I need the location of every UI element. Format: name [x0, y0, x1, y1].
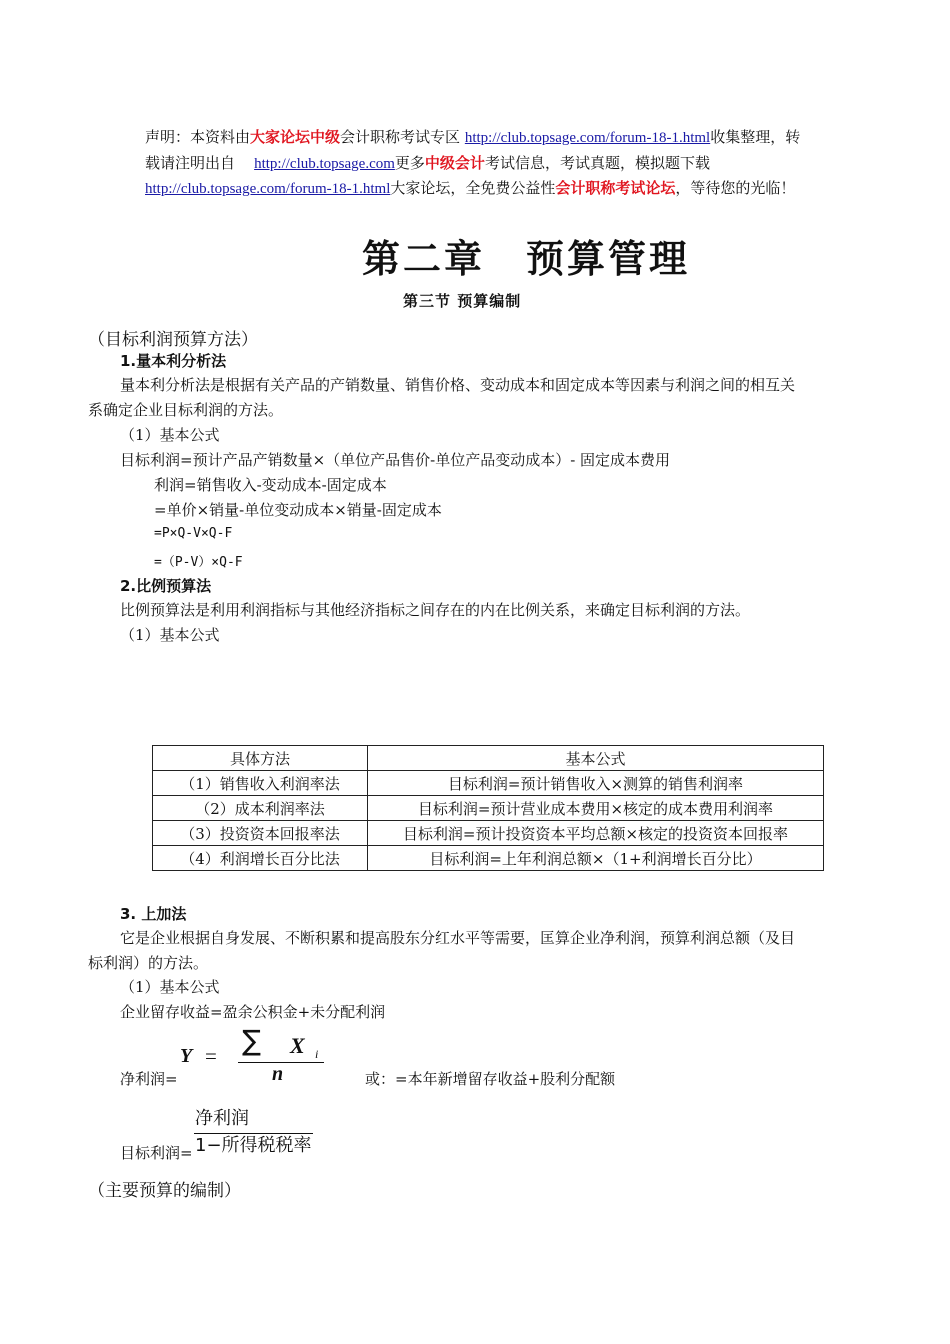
- method3-formula-1: 企业留存收益=盈余公积金+未分配利润: [120, 1003, 386, 1021]
- table-row: [153, 821, 824, 846]
- method2-desc: 比例预算法是利用利润指标与其他经济指标之间存在的内在比例关系，来确定目标利润的方法。: [120, 601, 751, 619]
- table-header-row: [153, 746, 824, 771]
- table-row: [153, 846, 824, 871]
- forum-link-1[interactable]: http://club.topsage.com/forum-18-1.html: [464, 130, 711, 146]
- method3-desc-line2: 标利润）的方法。: [88, 954, 209, 972]
- eq-sum: ∑: [242, 1024, 261, 1057]
- method3-title: 3. 上加法: [120, 905, 187, 923]
- method1-formula-2: 利润=销售收入-变动成本-固定成本: [154, 476, 387, 494]
- table-cell-method: （1）销售收入利润率法: [153, 771, 368, 796]
- eq-equals: =: [205, 1044, 217, 1068]
- method1-formula-label: （1）基本公式: [120, 426, 220, 444]
- method2-formula-label: （1）基本公式: [120, 626, 220, 644]
- frac-numerator: 净利润: [195, 1108, 249, 1129]
- brand-topsage-mid: 大家论坛中级: [250, 128, 341, 146]
- heading-target-profit: （目标利润预算方法）: [88, 330, 258, 350]
- method1-formula-4: =P×Q-V×Q-F: [154, 526, 233, 541]
- section-title: 第三节 预算编制: [403, 292, 522, 310]
- table-cell-formula: 目标利润=预计销售收入×测算的销售利润率: [368, 771, 824, 796]
- method3-formula-label: （1）基本公式: [120, 978, 220, 996]
- site-link[interactable]: http://club.topsage.com: [254, 155, 395, 172]
- frac-denominator: 1−所得税税率: [195, 1135, 312, 1156]
- table-row: [153, 771, 824, 796]
- table-header-formula: 基本公式: [368, 746, 824, 771]
- method1-desc-line1: 量本利分析法是根据有关产品的产销数量、销售价格、变动成本和固定成本等因素与利润之间的相互关: [120, 376, 796, 394]
- table-cell-formula: 目标利润=预计营业成本费用×核定的成本费用利润率: [368, 796, 824, 821]
- table-cell-method: （2）成本利润率法: [153, 796, 368, 821]
- table-row: [153, 796, 824, 821]
- method2-title: 2.比例预算法: [120, 577, 212, 595]
- table-header-method: 具体方法: [153, 746, 368, 771]
- eq-n: n: [272, 1063, 284, 1085]
- method1-desc-line2: 系确定企业目标利润的方法。: [88, 401, 284, 419]
- method1-formula-5: =（P-V）×Q-F: [154, 555, 243, 570]
- forum-link-2[interactable]: http://club.topsage.com/forum-18-1.html: [145, 181, 391, 197]
- table-cell-method: （4）利润增长百分比法: [153, 846, 368, 871]
- eq-lhs: Y: [180, 1045, 193, 1067]
- declaration: 声明：本资料由大家论坛中级会计职称考试专区 http://club.topsage.com/forum-18-1.html收集整理，转载请注明出自 http://club.topsage.com更多中级会计考试信息，考试真题，模拟题下载 http://club.topsage.com/forum-18-1.html大家论坛，全免费公益性会计职称考试论坛，等待您的光临！: [145, 128, 801, 197]
- brand-exam-forum: 会计职称考试论坛: [555, 179, 676, 197]
- brand-mid-accounting: 中级会计: [424, 153, 485, 172]
- heading-main-budgets: （主要预算的编制）: [88, 1181, 241, 1201]
- target-profit-label: 目标利润=: [120, 1144, 193, 1162]
- method1-formula-1: 目标利润=预计产品产销数量×（单位产品售价-单位产品变动成本）- 固定成本费用: [120, 451, 671, 469]
- method1-title: 1.量本利分析法: [120, 352, 227, 370]
- ratio-method-table: [152, 745, 824, 871]
- net-profit-label: 净利润=: [120, 1070, 178, 1088]
- table-cell-formula: 目标利润=上年利润总额×（1+利润增长百分比）: [368, 846, 824, 871]
- method1-formula-3: =单价×销量-单位变动成本×销量-固定成本: [154, 501, 442, 519]
- net-profit-alt: 或：=本年新增留存收益+股利分配额: [365, 1070, 616, 1088]
- method3-desc-line1: 它是企业根据自身发展、不断积累和提高股东分红水平等需要，匡算企业净利润，预算利润总额（及目: [120, 929, 796, 947]
- eq-subscript-i: i: [315, 1047, 319, 1061]
- eq-x: X: [290, 1033, 305, 1058]
- table-cell-formula: 目标利润=预计投资资本平均总额×核定的投资资本回报率: [368, 821, 824, 846]
- table-cell-method: （3）投资资本回报率法: [153, 821, 368, 846]
- chapter-title: 第二章 预算管理: [362, 237, 691, 281]
- frac-bar: [194, 1133, 313, 1134]
